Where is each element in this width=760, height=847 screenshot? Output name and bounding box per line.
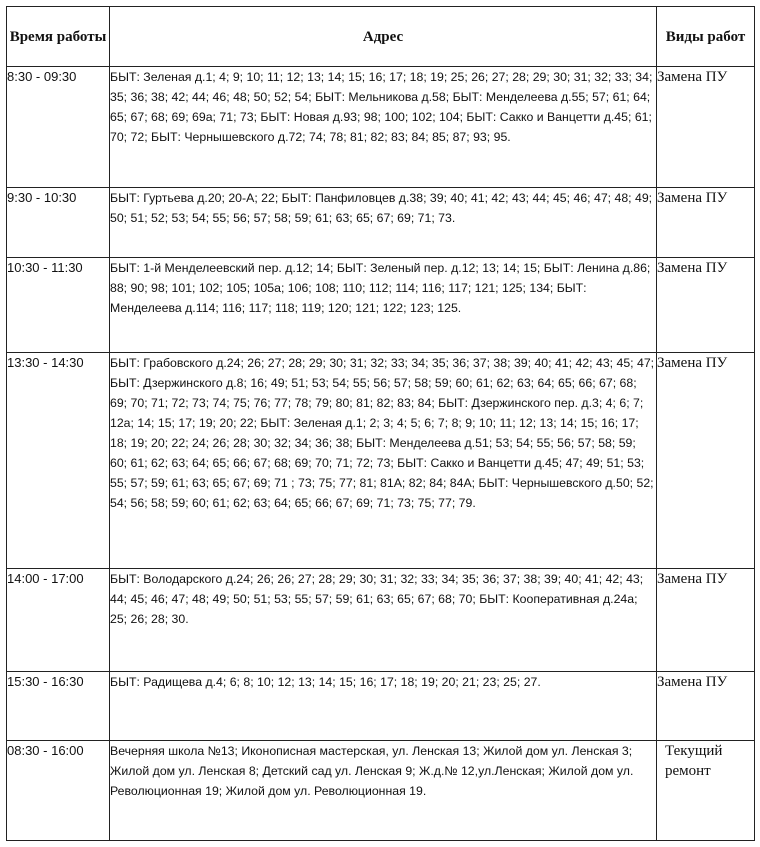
- table-row: [7, 569, 755, 672]
- table-row: [7, 258, 755, 353]
- work-type-cell: Замена ПУ: [657, 188, 755, 258]
- time-cell: 8:30 - 09:30: [7, 67, 110, 188]
- time-cell: 14:00 - 17:00: [7, 569, 110, 672]
- schedule-table: [6, 6, 755, 841]
- time-cell: 10:30 - 11:30: [7, 258, 110, 353]
- work-type-cell: Текущий ремонт: [657, 741, 755, 841]
- table-row: [7, 672, 755, 741]
- table-row: [7, 353, 755, 569]
- work-type-cell: Замена ПУ: [657, 258, 755, 353]
- address-cell: БЫТ: Володарского д.24; 26; 26; 27; 28; 29; 30; 31; 32; 33; 34; 35; 36; 37; 38; 39; 40; 41; 42; 43; 44; 45; 46; 47; 48; 49; 50; 51; 53; 55; 57; 59; 61; 63; 65; 67; 68; 70; БЫТ: Кооперативная д.24а; 25; 26; 28; 30.: [110, 569, 657, 672]
- time-cell: 15:30 - 16:30: [7, 672, 110, 741]
- work-type-cell: Замена ПУ: [657, 67, 755, 188]
- address-cell: БЫТ: Радищева д.4; 6; 8; 10; 12; 13; 14; 15; 16; 17; 18; 19; 20; 21; 23; 25; 27.: [110, 672, 657, 741]
- time-cell: 13:30 - 14:30: [7, 353, 110, 569]
- address-cell: БЫТ: Грабовского д.24; 26; 27; 28; 29; 30; 31; 32; 33; 34; 35; 36; 37; 38; 39; 40; 41; 42; 43; 45; 47; БЫТ: Дзержинского д.8; 16; 49; 51; 53; 54; 55; 56; 57; 58; 59; 60; 61; 62; 63; 64; 65; 66; 67; 68; 69; 70; 71; 72; 73; 74; 75; 76; 77; 78; 79; 80; 81; 82; 83; 84; БЫТ: Дзержинского пер. д.3; 4; 6; 7; 12а; 14; 15; 17; 19; 20; 22; БЫТ: Зеленая д.1; 2; 3; 4; 5; 6; 7; 8; 9; 10; 11; 12; 13; 14; 15; 16; 17; 18; 19; 20; 22; 24; 26; 28; 30; 32; 34; 36; 38; БЫТ: Менделеева д.51; 53; 54; 55; 56; 57; 58; 59; 60; 61; 62; 63; 64; 65; 66; 67; 68; 69; 70; 71; 72; 73; БЫТ: Сакко и Ванцетти д.45; 47; 49; 51; 53; 55; 57; 59; 61; 63; 65; 67; 69; 71 ; 73; 75; 77; 81; 81А; 82; 84; 84А; БЫТ: Чернышевского д.50; 52; 54; 56; 58; 59; 60; 61; 62; 63; 64; 65; 66; 67; 69; 71; 73; 75; 77; 79.: [110, 353, 657, 569]
- address-cell: БЫТ: Зеленая д.1; 4; 9; 10; 11; 12; 13; 14; 15; 16; 17; 18; 19; 25; 26; 27; 28; 29; 30; 31; 32; 33; 34; 35; 36; 38; 42; 44; 46; 48; 50; 52; 54; БЫТ: Мельникова д.58; БЫТ: Менделеева д.55; 57; 61; 64; 65; 67; 68; 69; 69а; 71; 73; БЫТ: Новая д.93; 98; 100; 102; 104; БЫТ: Сакко и Ванцетти д.45; 61; 70; 72; БЫТ: Чернышевского д.72; 74; 78; 81; 82; 83; 84; 85; 87; 93; 95.: [110, 67, 657, 188]
- table-row: [7, 741, 755, 841]
- address-cell: Вечерняя школа №13; Иконописная мастерская, ул. Ленская 13; Жилой дом ул. Ленская 3; Жилой дом ул. Ленская 8; Детский сад ул. Ленская 9; Ж.д.№ 12,ул.Ленская; Жилой дом ул. Революционная 19; Жилой дом ул. Революционная 19.: [110, 741, 657, 841]
- time-cell: 08:30 - 16:00: [7, 741, 110, 841]
- table-row: [7, 67, 755, 188]
- address-cell: БЫТ: 1-й Менделеевский пер. д.12; 14; БЫТ: Зеленый пер. д.12; 13; 14; 15; БЫТ: Ленина д.86; 88; 90; 98; 101; 102; 105; 105а; 106; 108; 110; 112; 114; 116; 117; 121; 125; 134; БЫТ: Менделеева д.114; 116; 117; 118; 119; 120; 121; 122; 123; 125.: [110, 258, 657, 353]
- time-cell: 9:30 - 10:30: [7, 188, 110, 258]
- work-type-cell: Замена ПУ: [657, 672, 755, 741]
- header-work-type: Виды работ: [657, 7, 755, 67]
- header-address: Адрес: [110, 7, 657, 67]
- work-type-cell: Замена ПУ: [657, 569, 755, 672]
- table-row: [7, 188, 755, 258]
- header-row: [7, 7, 755, 67]
- header-time: Время работы: [7, 7, 110, 67]
- work-type-cell: Замена ПУ: [657, 353, 755, 569]
- address-cell: БЫТ: Гуртьева д.20; 20-А; 22; БЫТ: Панфиловцев д.38; 39; 40; 41; 42; 43; 44; 45; 46; 47; 48; 49; 50; 51; 52; 53; 54; 55; 56; 57; 58; 59; 61; 63; 65; 67; 69; 71; 73.: [110, 188, 657, 258]
